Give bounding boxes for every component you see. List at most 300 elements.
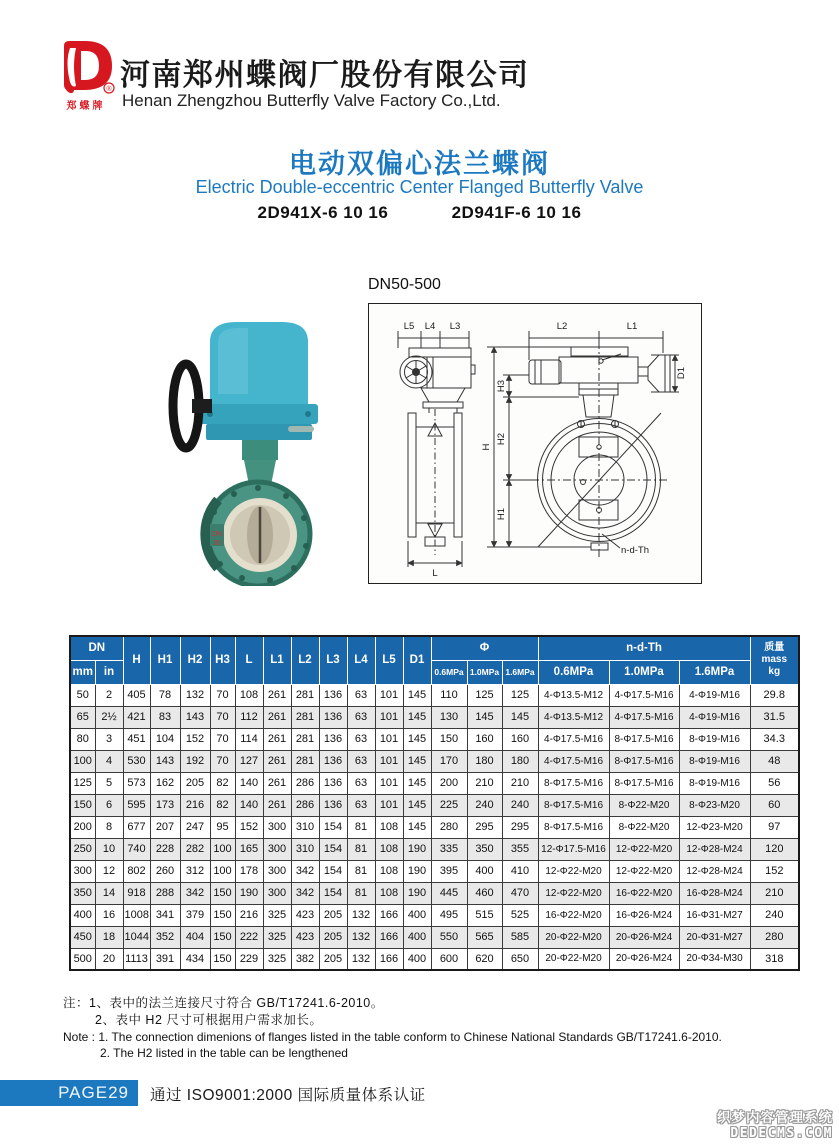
table-cell: 205 xyxy=(319,904,347,926)
table-cell: 229 xyxy=(235,948,263,970)
table-cell: 63 xyxy=(347,794,375,816)
table-cell: 395 xyxy=(431,860,467,882)
table-cell: 8-Φ17.5-M16 xyxy=(538,794,609,816)
table-cell: 445 xyxy=(431,882,467,904)
table-cell: 166 xyxy=(375,948,403,970)
company-name-cn: 河南郑州蝶阀厂股份有限公司 xyxy=(120,59,530,92)
table-cell: 108 xyxy=(375,860,403,882)
table-cell: 410 xyxy=(502,860,538,882)
dim-bolt-spec: n-d-Th xyxy=(621,545,649,556)
table-cell: 108 xyxy=(375,816,403,838)
table-cell: 101 xyxy=(375,750,403,772)
table-cell: 318 xyxy=(750,948,799,970)
table-cell: 4 xyxy=(95,750,123,772)
table-cell: 470 xyxy=(502,882,538,904)
page-number-badge: PAGE29 xyxy=(0,1080,138,1106)
spec-table xyxy=(69,635,800,971)
table-cell: 295 xyxy=(467,816,502,838)
table-cell: 3 xyxy=(95,728,123,750)
dim-l2: L2 xyxy=(556,321,568,332)
table-cell: 143 xyxy=(150,750,180,772)
table-cell: 525 xyxy=(502,904,538,926)
table-cell: 421 xyxy=(123,706,150,728)
table-cell: 170 xyxy=(431,750,467,772)
table-cell: 423 xyxy=(291,926,319,948)
table-cell: 6 xyxy=(95,794,123,816)
table-cell: 550 xyxy=(431,926,467,948)
col-ndth-06: 0.6MPa xyxy=(538,660,609,684)
col-phi-16: 1.6MPa xyxy=(502,660,538,684)
table-cell: 261 xyxy=(263,728,291,750)
table-cell: 400 xyxy=(403,948,431,970)
table-cell: 216 xyxy=(180,794,210,816)
table-cell: 145 xyxy=(403,794,431,816)
product-title-en: Electric Double-eccentric Center Flanged Butterfly Valve xyxy=(195,177,644,197)
table-cell: 152 xyxy=(235,816,263,838)
table-cell: 63 xyxy=(347,684,375,706)
table-row xyxy=(70,948,799,970)
table-cell: 460 xyxy=(467,882,502,904)
table-cell: 379 xyxy=(180,904,210,926)
table-cell: 150 xyxy=(210,948,235,970)
table-cell: 228 xyxy=(150,838,180,860)
table-cell: 240 xyxy=(467,794,502,816)
brand-name: 郑蝶牌 xyxy=(66,101,106,112)
col-l4: L4 xyxy=(347,636,375,684)
table-cell: 2 xyxy=(95,684,123,706)
table-cell: 8 xyxy=(95,816,123,838)
table-cell: 70 xyxy=(210,750,235,772)
table-cell: 12-Φ22-M20 xyxy=(609,860,679,882)
table-cell: 136 xyxy=(319,750,347,772)
table-cell: 145 xyxy=(502,706,538,728)
table-cell: 573 xyxy=(123,772,150,794)
table-cell: 145 xyxy=(403,684,431,706)
table-cell: 1008 xyxy=(123,904,150,926)
table-cell: 12-Φ17.5-M16 xyxy=(538,838,609,860)
table-cell: 342 xyxy=(180,882,210,904)
table-cell: 8-Φ19-M16 xyxy=(679,772,750,794)
notes-block xyxy=(63,995,722,1061)
table-cell: 140 xyxy=(235,772,263,794)
table-cell: 5 xyxy=(95,772,123,794)
table-cell: 918 xyxy=(123,882,150,904)
cms-watermark xyxy=(717,1106,833,1141)
dim-l: L xyxy=(432,568,438,579)
table-cell: 355 xyxy=(502,838,538,860)
col-phi-06: 0.6MPa xyxy=(431,660,467,684)
table-cell: 95 xyxy=(210,816,235,838)
table-cell: 8-Φ17.5-M16 xyxy=(609,750,679,772)
table-cell: 12-Φ28-M24 xyxy=(679,838,750,860)
table-cell: 4-Φ19-M16 xyxy=(679,706,750,728)
table-cell: 101 xyxy=(375,728,403,750)
table-cell: 120 xyxy=(750,838,799,860)
mass-unit: kg xyxy=(768,666,781,678)
table-cell: 20-Φ26-M24 xyxy=(609,926,679,948)
col-l: L xyxy=(235,636,263,684)
table-cell: 352 xyxy=(150,926,180,948)
table-cell: 342 xyxy=(291,860,319,882)
table-cell: 205 xyxy=(319,926,347,948)
table-cell: 80 xyxy=(70,728,95,750)
col-ndth-10: 1.0MPa xyxy=(609,660,679,684)
table-cell: 162 xyxy=(150,772,180,794)
table-cell: 63 xyxy=(347,728,375,750)
table-cell: 125 xyxy=(70,772,95,794)
butterfly-logo-icon xyxy=(57,40,115,96)
table-cell: 300 xyxy=(263,860,291,882)
table-cell: 335 xyxy=(431,838,467,860)
table-row xyxy=(70,794,799,816)
table-row xyxy=(70,838,799,860)
table-cell: 20-Φ34-M30 xyxy=(679,948,750,970)
table-cell: 150 xyxy=(70,794,95,816)
table-cell: 34.3 xyxy=(750,728,799,750)
table-cell: 16-Φ22-M20 xyxy=(538,904,609,926)
table-cell: 56 xyxy=(750,772,799,794)
size-range-label: DN50-500 xyxy=(368,276,441,293)
table-cell: 150 xyxy=(210,926,235,948)
table-cell: 20-Φ31-M27 xyxy=(679,926,750,948)
table-cell: 350 xyxy=(70,882,95,904)
table-cell: 8-Φ17.5-M16 xyxy=(538,816,609,838)
table-cell: 261 xyxy=(263,794,291,816)
dim-l1: L1 xyxy=(626,321,638,332)
watermark-cn: 织梦内容管理系统 xyxy=(717,1110,833,1125)
table-cell: 18 xyxy=(95,926,123,948)
table-cell: 101 xyxy=(375,684,403,706)
table-cell: 1044 xyxy=(123,926,150,948)
table-cell: 143 xyxy=(180,706,210,728)
table-cell: 81 xyxy=(347,882,375,904)
table-cell: 600 xyxy=(431,948,467,970)
table-cell: 2½ xyxy=(95,706,123,728)
table-cell: 160 xyxy=(502,728,538,750)
table-cell: 100 xyxy=(210,838,235,860)
table-cell: 495 xyxy=(431,904,467,926)
table-cell: 145 xyxy=(403,706,431,728)
table-cell: 125 xyxy=(502,684,538,706)
table-cell: 190 xyxy=(235,882,263,904)
table-cell: 152 xyxy=(180,728,210,750)
table-cell: 300 xyxy=(263,816,291,838)
table-cell: 63 xyxy=(347,706,375,728)
table-cell: 8-Φ22-M20 xyxy=(609,794,679,816)
technical-drawing xyxy=(368,303,702,584)
table-cell: 288 xyxy=(150,882,180,904)
table-row xyxy=(70,816,799,838)
table-cell: 261 xyxy=(263,684,291,706)
table-cell: 132 xyxy=(347,948,375,970)
table-cell: 222 xyxy=(235,926,263,948)
table-cell: 16-Φ28-M24 xyxy=(679,882,750,904)
table-cell: 205 xyxy=(180,772,210,794)
table-cell: 400 xyxy=(403,904,431,926)
table-cell: 104 xyxy=(150,728,180,750)
table-cell: 154 xyxy=(319,838,347,860)
table-row xyxy=(70,926,799,948)
table-row xyxy=(70,684,799,706)
dim-d1: D1 xyxy=(676,366,687,380)
table-cell: 108 xyxy=(375,882,403,904)
table-cell: 207 xyxy=(150,816,180,838)
table-cell: 210 xyxy=(750,882,799,904)
table-cell: 125 xyxy=(467,684,502,706)
product-title-cn: 电动双偏心法兰蝶阀 xyxy=(289,149,550,179)
table-cell: 312 xyxy=(180,860,210,882)
table-cell: 4-Φ19-M16 xyxy=(679,684,750,706)
table-cell: 31.5 xyxy=(750,706,799,728)
table-row xyxy=(70,750,799,772)
table-cell: 145 xyxy=(403,750,431,772)
table-cell: 63 xyxy=(347,772,375,794)
table-cell: 12-Φ23-M20 xyxy=(679,816,750,838)
table-cell: 20-Φ26-M24 xyxy=(609,948,679,970)
table-cell: 145 xyxy=(403,816,431,838)
table-row xyxy=(70,904,799,926)
table-cell: 216 xyxy=(235,904,263,926)
col-phi-group: Φ xyxy=(431,636,538,660)
table-cell: 281 xyxy=(291,706,319,728)
table-cell: 82 xyxy=(210,772,235,794)
table-row xyxy=(70,860,799,882)
table-cell: 404 xyxy=(180,926,210,948)
table-cell: 300 xyxy=(263,882,291,904)
table-row xyxy=(70,728,799,750)
table-cell: 4-Φ17.5-M16 xyxy=(538,728,609,750)
table-cell: 8-Φ22-M20 xyxy=(609,816,679,838)
table-cell: 108 xyxy=(375,838,403,860)
table-cell: 210 xyxy=(467,772,502,794)
table-cell: 100 xyxy=(210,860,235,882)
table-cell: 450 xyxy=(70,926,95,948)
table-cell: 20-Φ22-M20 xyxy=(538,948,609,970)
table-cell: 12-Φ22-M20 xyxy=(609,838,679,860)
table-cell: 260 xyxy=(150,860,180,882)
table-cell: 12-Φ22-M20 xyxy=(538,860,609,882)
table-cell: 240 xyxy=(502,794,538,816)
table-cell: 150 xyxy=(431,728,467,750)
watermark-url: DEDECMS.COM xyxy=(730,1126,833,1141)
table-cell: 4-Φ17.5-M16 xyxy=(609,706,679,728)
table-cell: 100 xyxy=(70,750,95,772)
col-phi-10: 1.0MPa xyxy=(467,660,502,684)
table-cell: 240 xyxy=(750,904,799,926)
col-ndth-group: n-d-Th xyxy=(538,636,750,660)
table-cell: 190 xyxy=(403,860,431,882)
table-cell: 595 xyxy=(123,794,150,816)
table-cell: 282 xyxy=(180,838,210,860)
table-cell: 4-Φ13.5-M12 xyxy=(538,706,609,728)
header-row-1 xyxy=(70,636,799,660)
table-cell: 210 xyxy=(502,772,538,794)
note-en-1: Note : 1. The connection dimenions of flanges listed in the table conform to Chinese National Standards GB/T17241.6-2010. xyxy=(63,1030,722,1044)
table-cell: 14 xyxy=(95,882,123,904)
table-cell: 16-Φ31-M27 xyxy=(679,904,750,926)
table-cell: 20 xyxy=(95,948,123,970)
dim-l3: L3 xyxy=(449,321,461,332)
table-cell: 295 xyxy=(502,816,538,838)
table-cell: 341 xyxy=(150,904,180,926)
company-name-en: Henan Zhengzhou Butterfly Valve Factory Co.,Ltd. xyxy=(122,91,501,110)
table-cell: 173 xyxy=(150,794,180,816)
col-l3: L3 xyxy=(319,636,347,684)
table-cell: 310 xyxy=(291,838,319,860)
valve-photo-illustration xyxy=(148,314,355,586)
table-cell: 620 xyxy=(467,948,502,970)
table-cell: 400 xyxy=(403,926,431,948)
table-cell: 127 xyxy=(235,750,263,772)
table-cell: 110 xyxy=(431,684,467,706)
table-cell: 565 xyxy=(467,926,502,948)
table-cell: 585 xyxy=(502,926,538,948)
table-cell: 8-Φ19-M16 xyxy=(679,750,750,772)
note-cn-2: 2、表中 H2 尺寸可根据用户需求加长。 xyxy=(95,1013,323,1027)
dimension-drawing xyxy=(369,304,701,583)
table-cell: 400 xyxy=(70,904,95,926)
col-h3: H3 xyxy=(210,636,235,684)
table-cell: 8-Φ17.5-M16 xyxy=(609,772,679,794)
table-cell: 650 xyxy=(502,948,538,970)
dim-h2: H2 xyxy=(496,432,507,446)
table-cell: 136 xyxy=(319,684,347,706)
mass-label-cn: 质量 xyxy=(764,642,785,654)
table-cell: 530 xyxy=(123,750,150,772)
table-cell: 10 xyxy=(95,838,123,860)
table-cell: 200 xyxy=(431,772,467,794)
col-h: H xyxy=(123,636,150,684)
table-cell: 8-Φ19-M16 xyxy=(679,728,750,750)
table-cell: 4-Φ17.5-M16 xyxy=(609,684,679,706)
table-cell: 190 xyxy=(403,882,431,904)
col-mass xyxy=(750,636,799,684)
table-cell: 154 xyxy=(319,882,347,904)
table-row xyxy=(70,706,799,728)
table-cell: 1113 xyxy=(123,948,150,970)
table-cell: 8-Φ23-M20 xyxy=(679,794,750,816)
table-cell: 154 xyxy=(319,860,347,882)
table-cell: 97 xyxy=(750,816,799,838)
table-cell: 4-Φ17.5-M16 xyxy=(538,750,609,772)
table-cell: 286 xyxy=(291,794,319,816)
table-cell: 108 xyxy=(235,684,263,706)
table-cell: 802 xyxy=(123,860,150,882)
table-cell: 280 xyxy=(750,926,799,948)
dim-h3: H3 xyxy=(496,379,507,393)
product-photo xyxy=(148,314,355,586)
table-cell: 50 xyxy=(70,684,95,706)
table-cell: 145 xyxy=(403,772,431,794)
table-cell: 132 xyxy=(347,904,375,926)
dim-l5: L5 xyxy=(403,321,415,332)
company-logo xyxy=(57,40,115,116)
table-cell: 4-Φ13.5-M12 xyxy=(538,684,609,706)
table-cell: 101 xyxy=(375,772,403,794)
col-ndth-16: 1.6MPa xyxy=(679,660,750,684)
table-cell: 16-Φ26-M24 xyxy=(609,904,679,926)
table-cell: 101 xyxy=(375,706,403,728)
table-cell: 12-Φ28-M24 xyxy=(679,860,750,882)
svg-text:DN: DN xyxy=(211,531,223,538)
col-l5: L5 xyxy=(375,636,403,684)
table-cell: 78 xyxy=(150,684,180,706)
table-cell: 281 xyxy=(291,728,319,750)
col-d1: D1 xyxy=(403,636,431,684)
table-cell: 70 xyxy=(210,684,235,706)
table-cell: 205 xyxy=(319,948,347,970)
table-cell: 150 xyxy=(210,904,235,926)
model-number-right: 2D941F-6 10 16 xyxy=(451,203,582,222)
table-cell: 20-Φ22-M20 xyxy=(538,926,609,948)
table-cell: 136 xyxy=(319,728,347,750)
note-cn-1: 注：1、表中的法兰连接尺寸符合 GB/T17241.6-2010。 xyxy=(63,996,384,1010)
table-cell: 261 xyxy=(263,772,291,794)
table-cell: 166 xyxy=(375,926,403,948)
table-cell: 180 xyxy=(467,750,502,772)
table-cell: 281 xyxy=(291,684,319,706)
table-cell: 132 xyxy=(180,684,210,706)
table-cell: 114 xyxy=(235,728,263,750)
dim-h: H xyxy=(481,443,492,451)
table-cell: 400 xyxy=(467,860,502,882)
table-cell: 178 xyxy=(235,860,263,882)
spec-table-body xyxy=(70,684,799,970)
table-cell: 81 xyxy=(347,860,375,882)
svg-text:20: 20 xyxy=(213,540,221,547)
table-cell: 136 xyxy=(319,706,347,728)
col-dn-mm: mm xyxy=(70,660,95,684)
table-cell: 261 xyxy=(263,750,291,772)
table-cell: 48 xyxy=(750,750,799,772)
table-cell: 405 xyxy=(123,684,150,706)
table-cell: 154 xyxy=(319,816,347,838)
table-cell: 350 xyxy=(467,838,502,860)
table-cell: 300 xyxy=(263,838,291,860)
table-cell: 281 xyxy=(291,750,319,772)
table-cell: 180 xyxy=(502,750,538,772)
table-cell: 12 xyxy=(95,860,123,882)
table-cell: 70 xyxy=(210,706,235,728)
table-cell: 132 xyxy=(347,926,375,948)
table-cell: 300 xyxy=(70,860,95,882)
table-row xyxy=(70,772,799,794)
table-cell: 434 xyxy=(180,948,210,970)
table-cell: 740 xyxy=(123,838,150,860)
table-cell: 192 xyxy=(180,750,210,772)
table-cell: 500 xyxy=(70,948,95,970)
table-cell: 280 xyxy=(431,816,467,838)
table-cell: 166 xyxy=(375,904,403,926)
certification-text: 通过 ISO9001:2000 国际质量体系认证 xyxy=(150,1087,426,1104)
table-cell: 112 xyxy=(235,706,263,728)
table-cell: 310 xyxy=(291,816,319,838)
table-cell: 677 xyxy=(123,816,150,838)
table-cell: 81 xyxy=(347,838,375,860)
table-cell: 60 xyxy=(750,794,799,816)
table-cell: 16 xyxy=(95,904,123,926)
dim-h1: H1 xyxy=(496,507,507,521)
registered-mark: ® xyxy=(106,86,112,93)
table-cell: 423 xyxy=(291,904,319,926)
table-cell: 29.8 xyxy=(750,684,799,706)
table-cell: 515 xyxy=(467,904,502,926)
table-cell: 451 xyxy=(123,728,150,750)
table-cell: 391 xyxy=(150,948,180,970)
table-cell: 325 xyxy=(263,948,291,970)
table-cell: 136 xyxy=(319,794,347,816)
table-cell: 150 xyxy=(210,882,235,904)
